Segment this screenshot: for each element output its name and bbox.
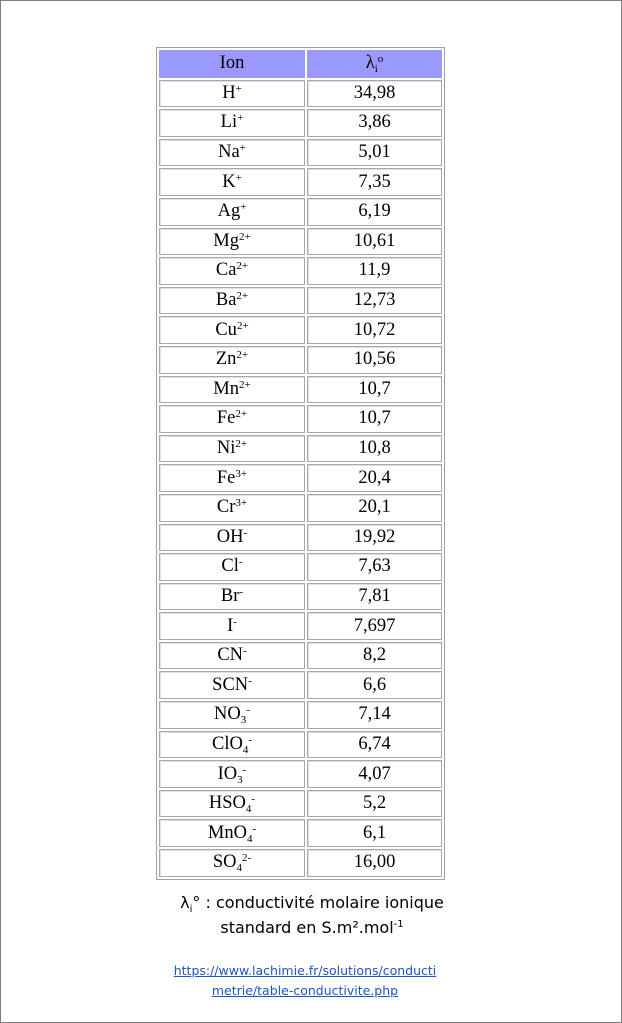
ion-cell <box>159 80 305 108</box>
table-row <box>159 524 442 552</box>
table-row <box>159 494 442 522</box>
ion-charge: 2+ <box>236 349 249 362</box>
conductivity-value: 3,86 <box>307 109 442 137</box>
ion-formula: NO <box>214 704 241 725</box>
source-link-block <box>1 961 609 1001</box>
table-row <box>159 228 442 256</box>
conductivity-value: 5,2 <box>307 790 442 818</box>
ion-formula: Cl <box>221 556 239 577</box>
ion-formula: Mg <box>213 230 239 251</box>
ion-cell <box>159 760 305 788</box>
ion-formula: ClO <box>211 733 243 754</box>
ion-formula: Na <box>218 142 240 163</box>
ion-charge: + <box>240 201 247 214</box>
table-row <box>159 612 442 640</box>
ion-charge: 2- <box>241 852 252 865</box>
ion-cell <box>159 819 305 847</box>
ion-formula: SO <box>212 852 237 873</box>
conductivity-value: 7,14 <box>307 701 442 729</box>
table-row <box>159 316 442 344</box>
ion-cell <box>159 139 305 167</box>
table-row <box>159 405 442 433</box>
conductivity-value: 6,1 <box>307 819 442 847</box>
caption-units-exponent: -1 <box>393 919 404 930</box>
table-row <box>159 760 442 788</box>
table-row <box>159 642 442 670</box>
source-link-line-2: metrie/table-conductivite.php <box>211 983 399 998</box>
conductivity-value: 7,81 <box>307 583 442 611</box>
table-row <box>159 139 442 167</box>
ion-charge: - <box>246 704 250 717</box>
conductivity-value: 6,6 <box>307 671 442 699</box>
ion-cell <box>159 168 305 196</box>
conductivity-value: 10,7 <box>307 405 442 433</box>
ion-charge: 2+ <box>238 378 251 391</box>
conductivity-value: 7,35 <box>307 168 442 196</box>
ion-formula: IO <box>217 763 238 784</box>
conductivity-value: 16,00 <box>307 849 442 877</box>
ion-subscript: 3 <box>237 773 243 786</box>
lambda-superscript: o <box>377 53 384 66</box>
ion-cell <box>159 376 305 404</box>
ion-formula: H <box>222 82 236 103</box>
conductivity-value: 6,74 <box>307 731 442 759</box>
ion-charge: 2+ <box>238 230 251 243</box>
ion-cell <box>159 671 305 699</box>
ion-formula: Cr <box>216 497 236 518</box>
ion-formula: HSO <box>208 793 246 814</box>
conductivity-value: 10,56 <box>307 346 442 374</box>
ion-formula: Fe <box>216 408 236 429</box>
table-row <box>159 731 442 759</box>
ion-cell <box>159 524 305 552</box>
ion-cell <box>159 346 305 374</box>
caption <box>1 890 622 940</box>
ion-subscript: 4 <box>245 803 252 816</box>
table-row <box>159 671 442 699</box>
table-row <box>159 583 442 611</box>
ion-charge: - <box>242 763 247 776</box>
table-row <box>159 849 442 877</box>
ion-formula: CN <box>217 645 244 666</box>
conductivity-value: 20,4 <box>307 464 442 492</box>
ion-charge: - <box>233 615 237 628</box>
ion-cell <box>159 612 305 640</box>
table-row <box>159 168 442 196</box>
conductivity-value: 5,01 <box>307 139 442 167</box>
ion-subscript: 4 <box>242 743 249 756</box>
ion-charge: - <box>243 526 248 539</box>
ion-cell <box>159 583 305 611</box>
ion-formula: Ba <box>215 290 237 311</box>
ion-cell <box>159 701 305 729</box>
ion-charge: + <box>235 171 242 184</box>
table-header-row <box>159 50 442 78</box>
ion-formula: Br <box>220 585 240 606</box>
ion-subscript: 3 <box>240 714 247 727</box>
ion-charge: - <box>248 733 252 746</box>
column-header-ion: Ion <box>159 50 305 78</box>
ion-subscript: 4 <box>236 862 242 875</box>
ion-cell <box>159 405 305 433</box>
ion-charge: 3+ <box>235 467 248 480</box>
ion-formula: K <box>222 171 236 192</box>
ion-subscript: 4 <box>246 832 253 845</box>
ion-formula: Zn <box>215 349 237 370</box>
source-link[interactable] <box>174 963 437 998</box>
ion-cell <box>159 494 305 522</box>
conductivity-value: 11,9 <box>307 257 442 285</box>
table-row <box>159 819 442 847</box>
ion-cell <box>159 257 305 285</box>
ion-charge: - <box>238 556 243 569</box>
caption-definition: : conductivité molaire ionique <box>200 893 444 912</box>
conductivity-value: 4,07 <box>307 760 442 788</box>
ion-charge: - <box>239 585 244 598</box>
source-link-line-1: https://www.lachimie.fr/solutions/conducti <box>173 963 437 978</box>
caption-units: standard en S.m².mol <box>220 918 394 937</box>
ion-cell <box>159 316 305 344</box>
ion-charge: - <box>252 822 257 835</box>
lambda-subscript: i <box>374 63 378 76</box>
ion-charge: 2+ <box>235 408 248 421</box>
table-row <box>159 257 442 285</box>
ion-charge: 2+ <box>236 319 249 332</box>
table-row <box>159 376 442 404</box>
ion-charge: + <box>235 82 242 95</box>
ion-cell <box>159 435 305 463</box>
ion-formula: MnO <box>207 822 247 843</box>
conductivity-value: 8,2 <box>307 642 442 670</box>
ion-formula: Li <box>220 112 238 133</box>
table-row <box>159 701 442 729</box>
ion-charge: + <box>237 112 244 125</box>
table-row <box>159 346 442 374</box>
ion-charge: 2+ <box>236 260 249 273</box>
ion-formula: I <box>227 615 234 636</box>
ion-charge: 3+ <box>235 497 248 510</box>
caption-line-1 <box>1 890 622 915</box>
ion-formula: Ni <box>216 438 236 459</box>
table-row <box>159 80 442 108</box>
conductivity-value: 10,7 <box>307 376 442 404</box>
ion-formula: SCN <box>212 674 249 695</box>
caption-symbol-subscript: i <box>189 904 193 915</box>
lambda-symbol: λ <box>365 53 375 74</box>
table-row <box>159 464 442 492</box>
conductivity-value: 20,1 <box>307 494 442 522</box>
caption-symbol: λ <box>180 893 190 912</box>
ion-cell <box>159 109 305 137</box>
ion-formula: Mn <box>213 378 239 399</box>
column-header-lambda <box>307 50 442 78</box>
ion-cell <box>159 287 305 315</box>
ion-formula: Ca <box>215 260 237 281</box>
table-row <box>159 109 442 137</box>
table-row <box>159 790 442 818</box>
caption-symbol-degree: ° <box>192 893 201 912</box>
ion-charge: - <box>251 793 256 806</box>
ion-charge: 2+ <box>236 290 249 303</box>
conductivity-value: 19,92 <box>307 524 442 552</box>
conductivity-value: 6,19 <box>307 198 442 226</box>
ion-cell <box>159 731 305 759</box>
conductivity-value: 7,63 <box>307 553 442 581</box>
ion-formula: Ag <box>217 201 241 222</box>
ion-cell <box>159 790 305 818</box>
ion-formula: Fe <box>216 467 236 488</box>
ion-cell <box>159 228 305 256</box>
ion-cell <box>159 464 305 492</box>
ion-formula: OH <box>216 526 244 547</box>
conductivity-value: 7,697 <box>307 612 442 640</box>
conductivity-value: 10,61 <box>307 228 442 256</box>
table-body <box>159 80 442 877</box>
ion-cell <box>159 198 305 226</box>
conductivity-value: 10,8 <box>307 435 442 463</box>
ion-charge: + <box>239 142 246 155</box>
table-row <box>159 553 442 581</box>
table-row <box>159 198 442 226</box>
ion-cell <box>159 553 305 581</box>
table-row <box>159 287 442 315</box>
ion-charge: - <box>243 645 247 658</box>
conductivity-value: 12,73 <box>307 287 442 315</box>
ion-charge: 2+ <box>235 438 248 451</box>
table-row <box>159 435 442 463</box>
ion-charge: - <box>248 674 252 687</box>
ion-formula: Cu <box>215 319 237 340</box>
conductivity-value: 10,72 <box>307 316 442 344</box>
conductivity-table <box>156 47 445 880</box>
conductivity-value: 34,98 <box>307 80 442 108</box>
ion-cell <box>159 642 305 670</box>
ion-cell <box>159 849 305 877</box>
caption-line-2 <box>1 915 622 940</box>
